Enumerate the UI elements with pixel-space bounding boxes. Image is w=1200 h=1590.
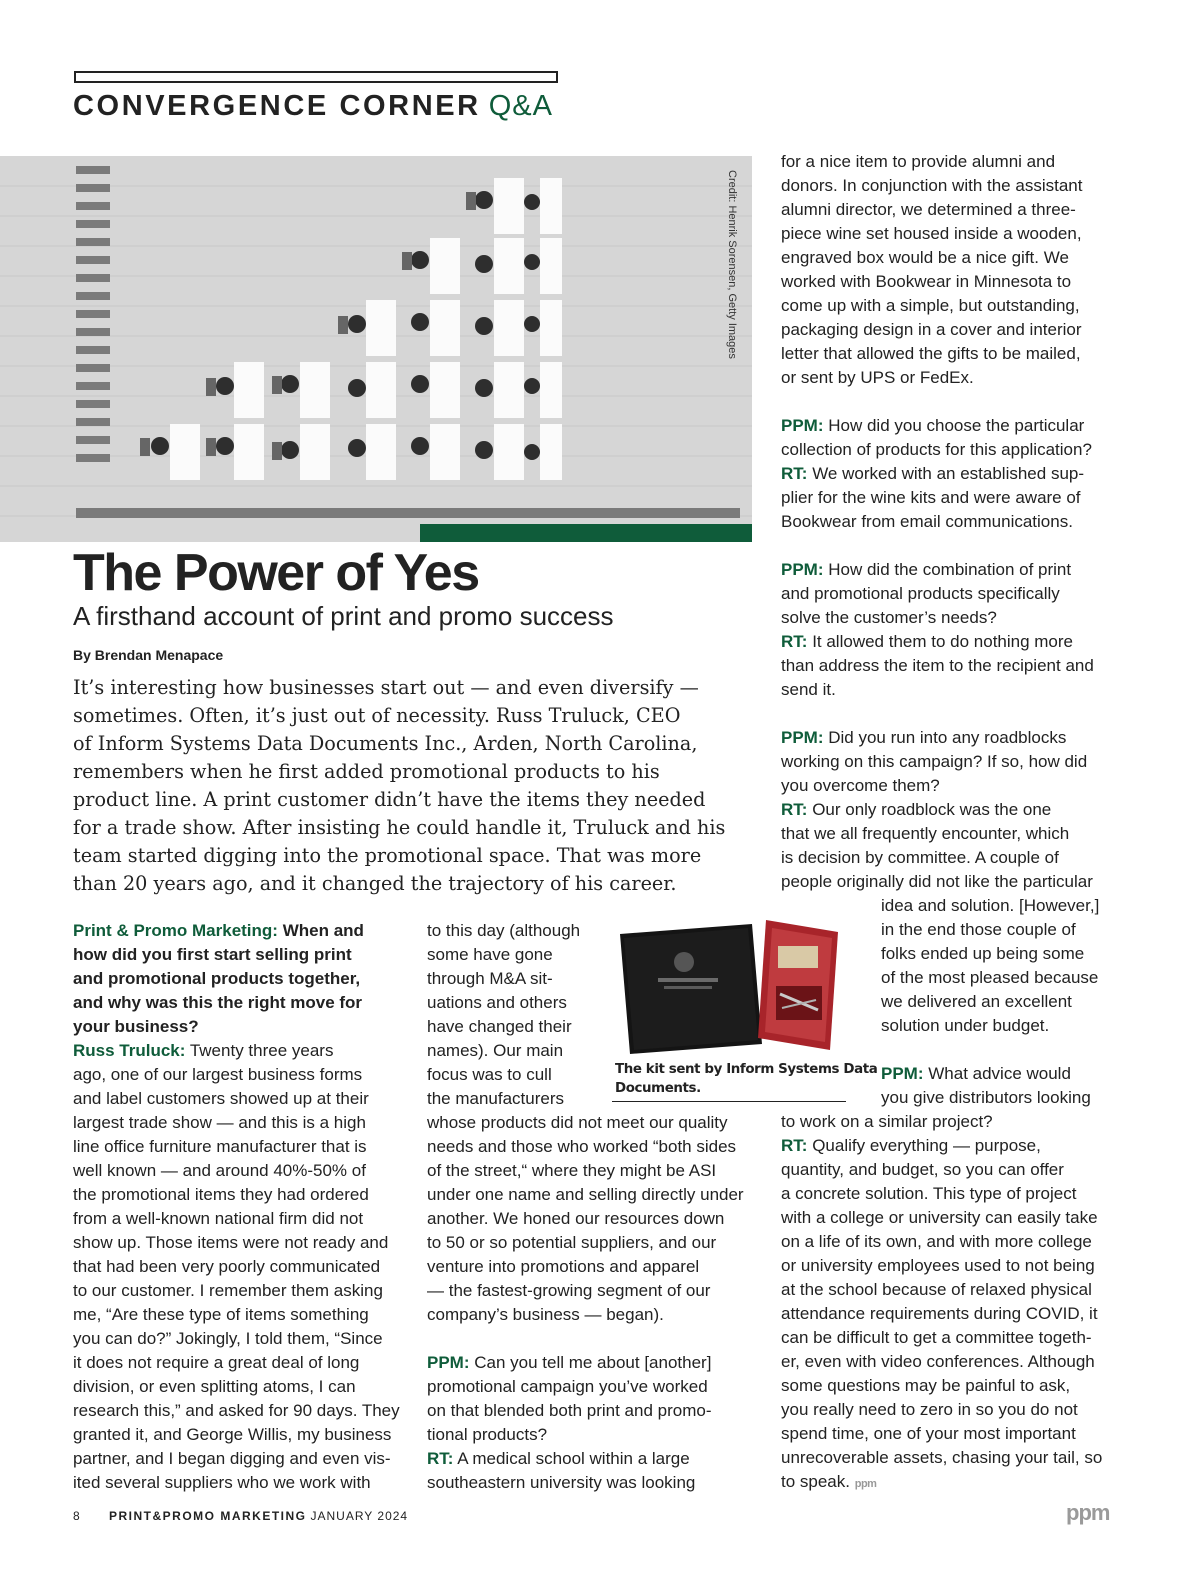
caption-line: Documents. [615,1081,701,1096]
column-1 [73,919,413,1495]
answer-line: southeastern university was looking [427,1473,696,1492]
answer-line: spend time, one of your most important [781,1424,1076,1443]
answer-line: than address the item to the recipient and [781,656,1094,675]
answer-line: we delivered an excellent [881,992,1072,1011]
paragraph-gap [781,390,1121,414]
answer-label: RT: [781,800,808,819]
body-line: — the fastest-growing segment of our [427,1281,711,1300]
question-line [73,1015,413,1039]
answer-line: you really need to zero in so you do not [781,1400,1078,1419]
question-line: on that blended both print and promo- [427,1401,712,1420]
question-line [427,1351,767,1375]
answer-line [427,1447,767,1471]
body-line: alumni director, we determined a three- [781,200,1076,219]
question-line: tional products? [427,1425,548,1444]
answer-line: it does not require a great deal of long [73,1353,360,1372]
paragraph-gap [781,702,1121,726]
answer-line [781,798,1121,822]
answer-line: send it. [781,680,836,699]
answer-text: We worked with an established sup- [812,464,1085,483]
question-text: When and [282,921,364,940]
question-text: How did you choose the particular [828,416,1085,435]
question-line [781,726,1121,750]
lede-line: than 20 years ago, and it changed the trajectory of his career. [73,872,677,895]
lede-line: team started digging into the promotional space. That was more [73,844,702,867]
answer-line: attendance requirements during COVID, it [781,1304,1098,1323]
question-label: Print & Promo Marketing: [73,921,278,940]
answer-line: research this,” and asked for 90 days. They [73,1401,400,1420]
answer-text: A medical school within a large [453,1449,690,1468]
answer-line: from a well-known national firm did not [73,1209,364,1228]
question-line [781,558,1121,582]
answer-line: folks ended up being some [881,944,1085,963]
answer-line [73,1039,413,1063]
answer-line: well known — and around 40%-50% of [73,1161,366,1180]
answer-line: unrecoverable assets, chasing your tail, so [781,1448,1103,1467]
answer-line [781,1134,1121,1158]
body-line: of the street,“ where they might be ASI [427,1161,717,1180]
body-line: whose products did not meet our quality [427,1113,728,1132]
question-line [73,991,413,1015]
body-line: needs and those who worked “both sides [427,1137,737,1156]
question-label: PPM: [881,1064,924,1083]
body-line: to 50 or so potential suppliers, and our [427,1233,717,1252]
question-line: to work on a similar project? [781,1112,993,1131]
lede-line: product line. A print customer didn’t have the items they needed [73,788,706,811]
body-line: to this day (although [427,921,581,940]
answer-line: er, even with video conferences. Although [781,1352,1095,1371]
body-line: some have gone [427,945,553,964]
question-label: PPM: [781,728,824,747]
paragraph-gap [781,1038,1121,1062]
question-line: you give distributors looking [881,1088,1091,1107]
body-line: or sent by UPS or FedEx. [781,368,974,387]
answer-line: granted it, and George Willis, my business [73,1425,392,1444]
answer-line: that had been very poorly communicated [73,1257,381,1276]
caption-line: The kit sent by Inform Systems Data [615,1062,878,1077]
question-line: promotional campaign you’ve worked [427,1377,708,1396]
lede-line: of Inform Systems Data Documents Inc., Arden, North Carolina, [73,732,698,755]
answer-line: line office furniture manufacturer that is [73,1137,367,1156]
hero-photo [0,156,752,542]
answer-line: ago, one of our largest business forms [73,1065,363,1084]
answer-line: and label customers showed up at their [73,1089,369,1108]
answer-line: you can do?” Jokingly, I told them, “Since [73,1329,383,1348]
answer-line: is decision by committee. A couple of [781,848,1059,867]
question-text: Did you run into any roadblocks [828,728,1067,747]
body-line: for a nice item to provide alumni and [781,152,1056,171]
body-line: the manufacturers [427,1089,565,1108]
answer-line: at the school because of relaxed physical [781,1280,1092,1299]
body-line: letter that allowed the gifts to be mailed, [781,344,1081,363]
photo-credit: Credit: Henrik Sorensen, Getty Images [726,170,738,359]
body-line: uations and others [427,993,567,1012]
office-desks-illustration [0,156,752,542]
end-mark: ppm [854,1478,877,1490]
question-line [781,1062,1121,1086]
publication-name: PRINT&PROMO MARKETING [109,1509,307,1523]
body-line: focus was to cull [427,1065,552,1084]
headline: The Power of Yes [73,544,479,602]
question-label: PPM: [781,416,824,435]
answer-line: partner, and I began digging and even vis- [73,1449,391,1468]
column-3 [781,150,1121,1496]
answer-label: Russ Truluck: [73,1041,186,1060]
body-line: have changed their [427,1017,572,1036]
paragraph-gap [781,534,1121,558]
subhead: A firsthand account of print and promo success [73,601,614,631]
question-line: solve the customer’s needs? [781,608,997,627]
body-line: engraved box would be a nice gift. We [781,248,1069,267]
answer-line: of the most pleased because [881,968,1099,987]
answer-line: on a life of its own, and with more college [781,1232,1092,1251]
question-line [73,943,413,967]
footer-publication [109,1509,408,1523]
answer-line [781,1470,1121,1496]
section-title [73,90,553,123]
lede-line: sometimes. Often, it’s just out of necessity. Russ Truluck, CEO [73,704,681,727]
lede-line: remembers when he first added promotional products to his [73,760,660,783]
body-line: come up with a simple, but outstanding, [781,296,1080,315]
section-name: CONVERGENCE CORNER [73,90,481,122]
answer-line: show up. Those items were not ready and [73,1233,389,1252]
answer-line: largest trade show — and this is a high [73,1113,366,1132]
answer-line: in the end those couple of [881,920,1076,939]
answer-text: It allowed them to do nothing more [812,632,1074,651]
paragraph-gap [427,1327,767,1351]
question-text: How did the combination of print [828,560,1072,579]
byline: By Brendan Menapace [73,647,224,663]
question-label: PPM: [781,560,824,579]
answer-line: ited several suppliers who we work with [73,1473,371,1492]
answer-line: to our customer. I remember them asking [73,1281,383,1300]
answer-line [781,630,1121,654]
answer-line: solution under budget. [881,1016,1050,1035]
body-line: donors. In conjunction with the assistant [781,176,1083,195]
answer-text: to speak. [781,1472,850,1491]
answer-line: division, or even splitting atoms, I can [73,1377,356,1396]
section-tag: Q&A [488,90,553,122]
body-line: worked with Bookwear in Minnesota to [781,272,1072,291]
answer-line: quantity, and budget, so you can offer [781,1160,1064,1179]
answer-line: Bookwear from email communications. [781,512,1073,531]
body-line: piece wine set housed inside a wooden, [781,224,1082,243]
green-accent-bar [420,524,752,542]
question-label: PPM: [427,1353,470,1372]
body-line: another. We honed our resources down [427,1209,725,1228]
answer-line: with a college or university can easily take [781,1208,1098,1227]
answer-line: or university employees used to not being [781,1256,1095,1275]
lede-line: It’s interesting how businesses start out — and even diversify — [73,676,699,699]
question-line: and promotional products specifically [781,584,1060,603]
page-number: 8 [73,1509,80,1523]
question-line [73,967,413,991]
answer-line [781,462,1121,486]
answer-line: a concrete solution. This type of project [781,1184,1077,1203]
question-line [781,414,1121,438]
answer-line: me, “Are these type of items something [73,1305,369,1324]
body-line: venture into promotions and apparel [427,1257,700,1276]
ppm-logo: ppm [1066,1500,1110,1525]
question-line: working on this campaign? If so, how did [781,752,1088,771]
body-line: under one name and selling directly under [427,1185,744,1204]
answer-label: RT: [781,1136,808,1155]
answer-line: plier for the wine kits and were aware of [781,488,1081,507]
question-text: how did you first start selling print [73,945,352,964]
header-rule-box [74,71,558,83]
question-text: and promotional products together, [73,969,361,988]
answer-line: the promotional items they had ordered [73,1185,369,1204]
answer-line: people originally did not like the particular [781,872,1093,891]
issue-date: JANUARY 2024 [310,1509,409,1523]
answer-line: that we all frequently encounter, which [781,824,1070,843]
answer-text: Our only roadblock was the one [812,800,1052,819]
question-line: you overcome them? [781,776,940,795]
question-line: collection of products for this application? [781,440,1092,459]
body-line: company’s business — began). [427,1305,664,1324]
question-text: your business? [73,1017,199,1036]
lede-paragraph [73,674,763,898]
lede-line: for a trade show. After insisting he could handle it, Truluck and his [73,816,726,839]
question-text: What advice would [928,1064,1071,1083]
body-line: through M&A sit- [427,969,553,988]
question-text: Can you tell me about [another] [469,1353,712,1372]
answer-label: RT: [781,632,808,651]
answer-line: some questions may be painful to ask, [781,1376,1071,1395]
answer-line: can be difficult to get a committee togeth- [781,1328,1092,1347]
body-line: packaging design in a cover and interior [781,320,1082,339]
body-line: names). Our main [427,1041,564,1060]
question-line [73,919,413,943]
question-text: and why was this the right move for [73,993,363,1012]
answer-line: idea and solution. [However,] [881,896,1100,915]
answer-label: RT: [781,464,808,483]
answer-text: Twenty three years [185,1041,334,1060]
answer-label: RT: [427,1449,454,1468]
answer-text: Qualify everything — purpose, [812,1136,1041,1155]
